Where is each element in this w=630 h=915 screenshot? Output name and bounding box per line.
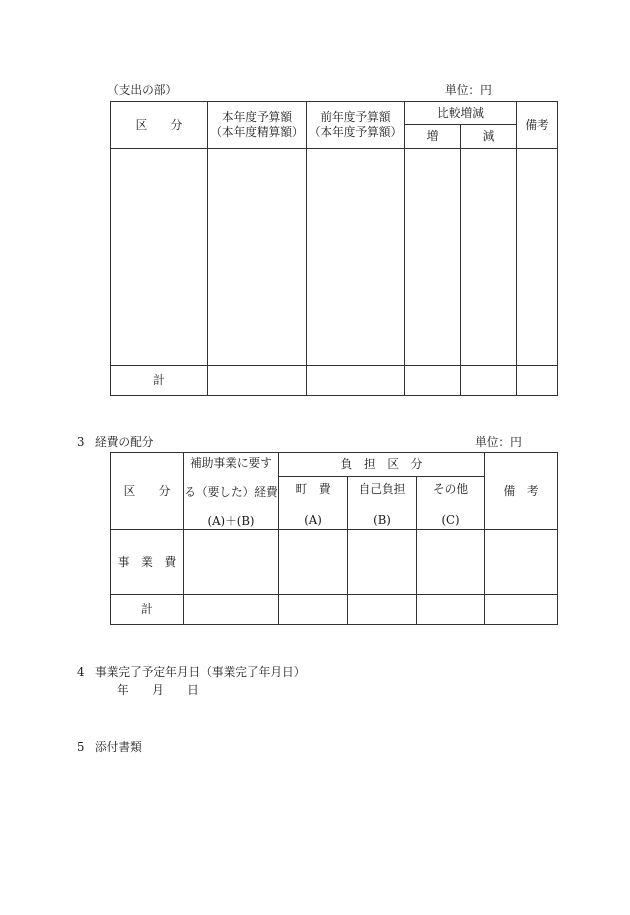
subsidy-expense-header (184, 453, 279, 530)
section5-title: 添付書類 (95, 740, 142, 754)
increase-cell (405, 149, 461, 366)
current-budget-cell (208, 149, 307, 366)
total-self-share-cell (348, 595, 417, 625)
other-share-header-label: その他 (432, 481, 469, 496)
allocation-header-row (111, 453, 558, 477)
total-other-share-cell (417, 595, 485, 625)
expenditure-heading: （支出の部） (107, 83, 178, 97)
section3-unit-label: 単位：円 (475, 435, 522, 449)
completion-date-line: 年 月 日 (117, 683, 199, 697)
current-budget-header-line2: （本年度精算額） (210, 125, 304, 139)
self-share-header (348, 477, 417, 530)
decrease-header: 減 (461, 125, 517, 149)
allocation-remarks-header: 備 考 (485, 453, 558, 530)
expenditure-header-row (111, 102, 558, 125)
previous-budget-header (307, 102, 405, 149)
total-allocation-remarks-cell (485, 595, 558, 625)
remarks-cell (517, 149, 558, 366)
town-share-header-label: 町 費 (295, 481, 331, 496)
project-cost-label: 事 業 費 (111, 530, 184, 595)
other-share-header-code: (C) (441, 512, 460, 527)
other-share-header (417, 477, 485, 530)
section4-title: 事業完了予定年月日（事業完了年月日） (95, 665, 306, 679)
project-self-share-cell (348, 530, 417, 595)
previous-budget-header-line2: （本年度予算額） (308, 125, 403, 139)
remarks-header: 備考 (517, 102, 558, 149)
section5-number: 5 (77, 740, 85, 754)
allocation-category-header: 区 分 (111, 453, 184, 530)
project-town-share-cell (279, 530, 348, 595)
increase-header: 増 (405, 125, 461, 149)
self-share-header-code: (B) (373, 512, 391, 527)
subsidy-expense-header-line2: る（要した）経費 (184, 484, 278, 499)
current-budget-header (208, 102, 307, 149)
section3-number: 3 (77, 435, 85, 449)
previous-budget-cell (307, 149, 405, 366)
expenditure-unit-label: 単位：円 (445, 83, 492, 97)
decrease-cell (461, 149, 517, 366)
subsidy-expense-header-line3: (A)＋(B) (207, 513, 255, 528)
project-other-share-cell (417, 530, 485, 595)
expenditure-body-row (111, 149, 558, 366)
project-remarks-cell (485, 530, 558, 595)
total-increase-cell (405, 366, 461, 396)
subsidy-expense-header-line1: 補助事業に要す (190, 455, 272, 470)
town-share-header (279, 477, 348, 530)
allocation-total-label: 計 (111, 595, 184, 625)
expenditure-table (110, 101, 558, 396)
total-decrease-cell (461, 366, 517, 396)
section3-title: 経費の配分 (95, 435, 154, 449)
project-cost-row (111, 530, 558, 595)
comparison-header: 比較増減 (405, 102, 517, 125)
previous-budget-header-line1: 前年度予算額 (320, 110, 391, 124)
total-subsidy-expense-cell (184, 595, 279, 625)
total-previous-budget-cell (307, 366, 405, 396)
category-cell (111, 149, 208, 366)
town-share-header-code: (A) (304, 512, 322, 527)
expense-allocation-table (110, 452, 558, 625)
total-town-share-cell (279, 595, 348, 625)
project-subsidy-expense-cell (184, 530, 279, 595)
category-header: 区 分 (111, 102, 208, 149)
expenditure-total-row (111, 366, 558, 396)
allocation-total-row (111, 595, 558, 625)
current-budget-header-line1: 本年度予算額 (221, 110, 293, 124)
total-remarks-cell (517, 366, 558, 396)
burden-category-header: 負 担 区 分 (279, 453, 485, 477)
total-current-budget-cell (208, 366, 307, 396)
total-label: 計 (111, 366, 208, 396)
self-share-header-label: 自己負担 (358, 481, 406, 496)
section4-number: 4 (77, 665, 85, 679)
